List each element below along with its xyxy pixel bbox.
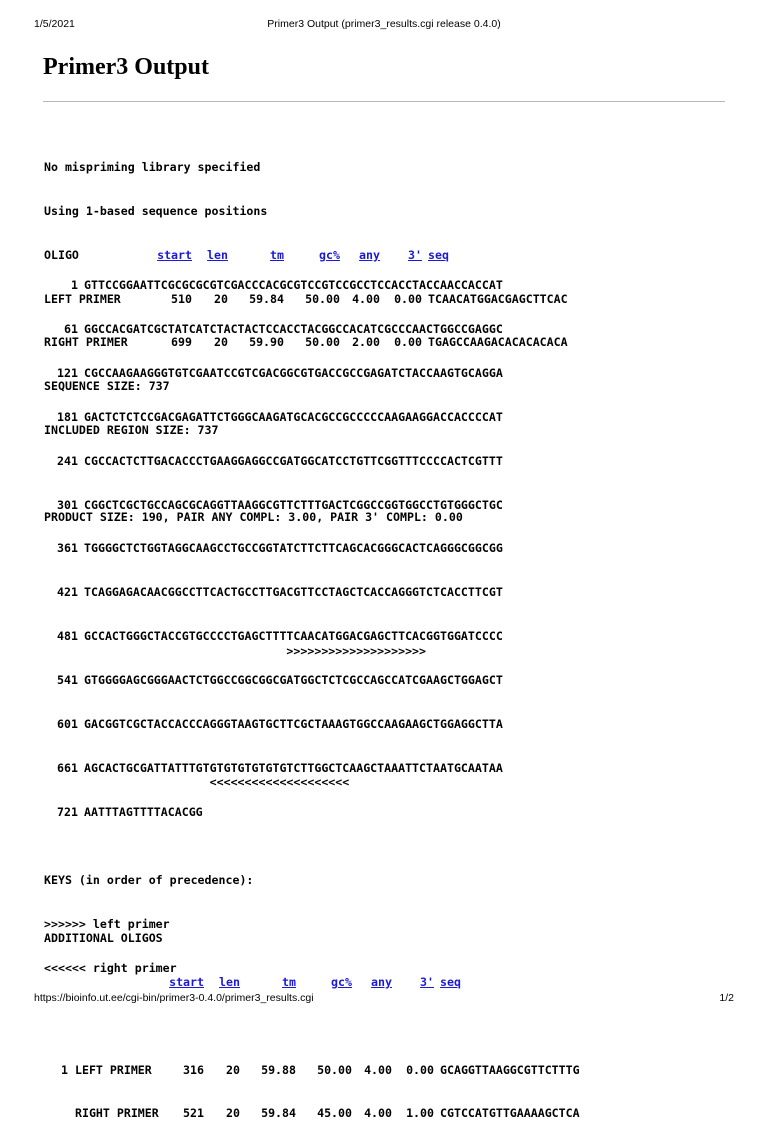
primer-gc: 50.00 [305, 335, 340, 350]
primer-row-left [44, 292, 568, 307]
sequence-bases: TGGGGCTCTGGTAGGCAAGCCTGCCGGTATCTTCTTCAGCACGGGCACTCAGGGCGGCGG [84, 541, 503, 556]
header-tm-link[interactable]: tm [282, 974, 296, 989]
header-start-link[interactable]: start [169, 974, 204, 989]
additional-tm: 59.84 [261, 1106, 296, 1121]
additional-label: LEFT PRIMER [74, 1062, 152, 1077]
print-date: 1/5/2021 [34, 18, 75, 30]
additional-len: 20 [226, 1062, 240, 1077]
print-footer [34, 992, 734, 1006]
primer-tm: 59.84 [249, 291, 284, 306]
sequence-position: 301 [57, 497, 78, 512]
sequence-bases: CGCCACTCTTGACACCCTGAAGGAGGCCGATGGCATCCTGTTCGGTTTCCCCACTCGTTT [84, 453, 503, 468]
additional-oligos [44, 902, 580, 1136]
sequence-position: 181 [57, 409, 78, 424]
primer-label: RIGHT PRIMER [44, 335, 128, 350]
sequence-bases: GACGGTCGCTACCACCCAGGGTAAGTGCTTCGCTAAAGTGGCCAAGAAGCTGGAGGCTTA [84, 717, 503, 731]
header-any-link[interactable]: any [359, 247, 380, 262]
header-oligo: OLIGO [44, 247, 79, 262]
header-3prime-link[interactable]: 3' [408, 247, 422, 262]
sequence-row [44, 454, 503, 469]
sequence-bases: GTGGGGAGCGGGAACTCTGGCCGGCGGCGATGGCTCTCGCCAGCCATCGAAGCTGGAGCT [84, 673, 503, 688]
size-line: INCLUDED REGION SIZE: 737 [44, 422, 219, 437]
additional-any: 4.00 [364, 1106, 392, 1121]
additional-header-row [44, 975, 580, 990]
primer-len: 20 [214, 291, 228, 306]
sequence-row [44, 629, 503, 658]
sequence-bases: TCAGGAGACAACGGCCTTCACTGCCTTGACGTTCCTAGCTCACCAGGGTCTCACCTTCGT [84, 585, 503, 600]
intro-line: No mispriming library specified [44, 160, 261, 175]
primer-start: 510 [171, 291, 192, 306]
primer-seq: TCAACATGGACGAGCTTCAC [428, 291, 568, 306]
additional-any: 4.00 [364, 1062, 392, 1077]
primer-marker: >>>>>>>>>>>>>>>>>>>> [84, 643, 427, 658]
sequence-position: 481 [57, 629, 78, 644]
page-title: Primer3 Output [43, 54, 209, 80]
additional-gc: 50.00 [317, 1062, 352, 1077]
sequence-bases: GACTCTCTCCGACGAGATTCTGGGCAAGATGCACGCCGCCCCCAAGAAGGACCACCCCAT [84, 409, 503, 424]
product-line: PRODUCT SIZE: 190, PAIR ANY COMPL: 3.00, PAIR 3' COMPL: 0.00 [44, 510, 463, 525]
header-len-link[interactable]: len [219, 974, 240, 989]
primer-label: LEFT PRIMER [44, 291, 121, 306]
sequence-bases: GCCACTGGGCTACCGTGCCCCTGAGCTTTTCAACATGGACGAGCTTCACGGTGGATCCCC [84, 629, 503, 644]
sequence-bases: GTTCCGGAATTCGCGCGCGTCGACCCACGCGTCCGTCCGCCTCCACCTACCAACCACCAT [84, 278, 503, 292]
sequence-row [44, 410, 503, 425]
sequence-row [44, 761, 503, 790]
header-tm-link[interactable]: tm [270, 247, 284, 262]
header-seq-link[interactable]: seq [428, 247, 449, 262]
additional-row [44, 1106, 580, 1121]
sequence-row [44, 498, 503, 513]
sequence-row [44, 585, 503, 600]
header-start-link[interactable]: start [157, 247, 192, 262]
header-len-link[interactable]: len [207, 247, 228, 262]
print-doc-title: Primer3 Output (primer3_results.cgi release 0.4.0) [267, 18, 501, 30]
sequence-bases: AGCACTGCGATTATTTGTGTGTGTGTGTGTCTTGGCTCAAGCTAAATTCTAATGCAATAA [84, 760, 503, 775]
additional-tm: 59.88 [261, 1062, 296, 1077]
header-any-link[interactable]: any [371, 974, 392, 989]
additional-gc: 45.00 [317, 1106, 352, 1121]
additional-seq: CGTCCATGTTGAAAAGCTCA [440, 1106, 580, 1121]
additional-start: 521 [183, 1106, 204, 1121]
sequence-position: 421 [57, 585, 78, 600]
sequence-position: 61 [64, 321, 78, 336]
sequence-position: 121 [57, 365, 78, 380]
primer-marker: <<<<<<<<<<<<<<<<<<<< [84, 775, 350, 790]
header-gc-link[interactable]: gc% [319, 247, 340, 262]
keys-right-primer: <<<<<< right primer [44, 960, 177, 975]
header-seq-link[interactable]: seq [440, 974, 461, 989]
print-url: https://bioinfo.ut.ee/cgi-bin/primer3-0.4.0/primer3_results.cgi [34, 992, 314, 1004]
sequence-row [44, 322, 503, 337]
sequence-row [44, 366, 503, 381]
additional-label: RIGHT PRIMER [74, 1106, 159, 1121]
sequence-position: 541 [57, 673, 78, 688]
intro-line: Using 1-based sequence positions [44, 203, 268, 218]
sequence-bases: CGCCAAGAAGGGTGTCGAATCCGTCGACGGCGTGACCGCCGAGATCTACCAAGTGCAGGA [84, 365, 503, 380]
additional-row [44, 1063, 580, 1078]
additional-start: 316 [183, 1062, 204, 1077]
size-line: SEQUENCE SIZE: 737 [44, 379, 170, 394]
primer-any: 2.00 [352, 335, 380, 350]
header-gc-link[interactable]: gc% [331, 974, 352, 989]
additional-seq: GCAGGTTAAGGCGTTCTTTG [440, 1062, 580, 1077]
additional-num: 1 [61, 1062, 68, 1077]
sequence-row [44, 805, 203, 820]
sequence-bases: GGCCACGATCGCTATCATCTACTACTCCACCTACGGCCACATCGCCCAACTGGCCGAGGC [84, 321, 503, 336]
table-header-row [44, 248, 568, 263]
horizontal-rule [43, 101, 725, 102]
keys-title: KEYS (in order of precedence): [44, 873, 254, 888]
additional-3prime: 1.00 [406, 1106, 434, 1121]
sequence-row [44, 278, 503, 293]
sequence-row [44, 673, 503, 688]
keys-left-primer: >>>>>> left primer [44, 916, 170, 931]
sequence-row [44, 541, 503, 556]
additional-3prime: 0.00 [406, 1062, 434, 1077]
sequence-position: 241 [57, 453, 78, 468]
primer-tm: 59.90 [249, 335, 284, 350]
print-header [34, 18, 734, 32]
primer-len: 20 [214, 335, 228, 350]
sequence-position: 721 [57, 804, 78, 819]
sequence-position: 601 [57, 717, 78, 731]
primer-start: 699 [171, 335, 192, 350]
header-3prime-link[interactable]: 3' [420, 974, 434, 989]
primer-3prime: 0.00 [394, 335, 422, 350]
sequence-position: 661 [57, 760, 78, 775]
primer-row-right [44, 335, 568, 350]
sequence-bases: AATTTAGTTTTACACGG [84, 804, 203, 819]
additional-len: 20 [226, 1106, 240, 1121]
sequence-bases: CGGCTCGCTGCCAGCGCAGGTTAAGGCGTTCTTTGACTCGGCCGGTGGCCTGTGGGCTGC [84, 497, 503, 512]
primer-any: 4.00 [352, 291, 380, 306]
primer-3prime: 0.00 [394, 291, 422, 306]
print-page-number: 1/2 [719, 992, 734, 1004]
primer-seq: TGAGCCAAGACACACACACA [428, 335, 568, 350]
sequence-position: 361 [57, 541, 78, 556]
sequence-position: 1 [71, 278, 78, 292]
additional-title: ADDITIONAL OLIGOS [44, 931, 163, 946]
sequence-row [44, 717, 503, 732]
primer-gc: 50.00 [305, 291, 340, 306]
